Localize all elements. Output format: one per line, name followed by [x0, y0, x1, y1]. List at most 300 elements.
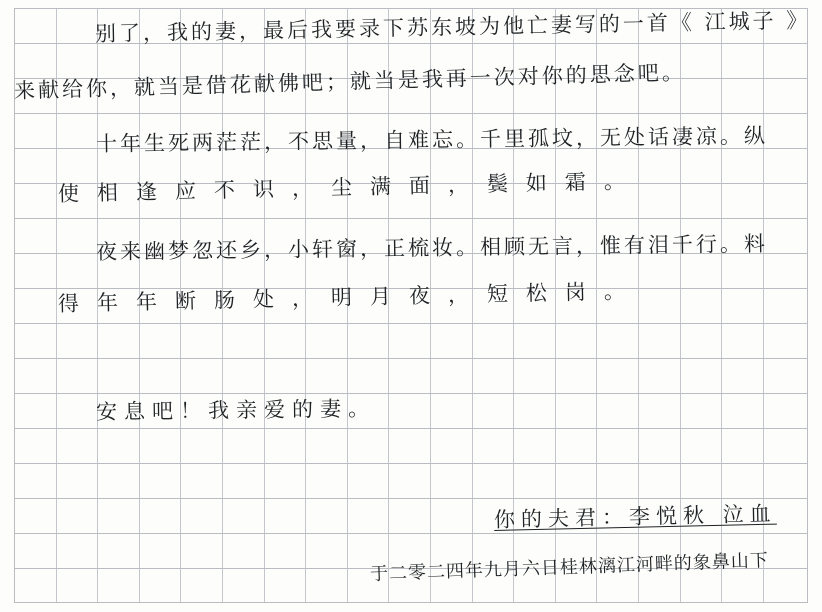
grid-cell: [140, 44, 182, 78]
grid-cell: [681, 394, 723, 428]
grid-cell: [15, 289, 57, 323]
grid-row: [14, 393, 808, 428]
grid-cell: [389, 219, 431, 253]
grid-cell: [597, 324, 639, 358]
grid-cell: [722, 254, 764, 288]
grid-cell: [15, 114, 57, 148]
grid-cell: [681, 184, 723, 218]
grid-cell: [556, 289, 598, 323]
grid-cell: [306, 359, 348, 393]
grid-cell: [348, 44, 390, 78]
grid-cell: [57, 359, 99, 393]
grid-cell: [223, 149, 265, 183]
grid-cell: [140, 79, 182, 113]
grid-cell: [348, 359, 390, 393]
grid-row: [14, 428, 808, 463]
grid-cell: [389, 534, 431, 568]
grid-cell: [473, 9, 515, 43]
grid-cell: [681, 9, 723, 43]
grid-cell: [597, 79, 639, 113]
grid-cell: [98, 9, 140, 43]
grid-cell: [681, 359, 723, 393]
grid-cell: [722, 44, 764, 78]
grid-cell: [223, 394, 265, 428]
grid-cell: [681, 254, 723, 288]
grid-cell: [639, 184, 681, 218]
grid-cell: [306, 79, 348, 113]
grid-cell: [681, 114, 723, 148]
grid-cell: [556, 569, 598, 602]
grid-cell: [306, 429, 348, 463]
grid-cell: [181, 534, 223, 568]
grid-cell: [98, 394, 140, 428]
grid-row: [14, 253, 808, 288]
grid-cell: [15, 359, 57, 393]
grid-cell: [306, 464, 348, 498]
grid-cell: [181, 394, 223, 428]
grid-cell: [722, 499, 764, 533]
letter-line-1: 别了，我的妻，最后我要录下苏东坡为他亡妻写的一首《 江城子 》: [94, 8, 811, 46]
grid-cell: [181, 464, 223, 498]
grid-cell: [431, 219, 473, 253]
grid-cell: [681, 149, 723, 183]
grid-cell: [57, 114, 99, 148]
grid-cell: [389, 79, 431, 113]
grid-cell: [181, 9, 223, 43]
grid-cell: [140, 499, 182, 533]
grid-cell: [389, 9, 431, 43]
grid-cell: [556, 359, 598, 393]
grid-row: [14, 323, 808, 358]
grid-cell: [389, 394, 431, 428]
grid-cell: [98, 114, 140, 148]
grid-cell: [15, 219, 57, 253]
grid-cell: [140, 359, 182, 393]
grid-cell: [764, 254, 806, 288]
grid-cell: [514, 464, 556, 498]
grid-cell: [473, 499, 515, 533]
grid-cell: [681, 289, 723, 323]
grid-cell: [597, 429, 639, 463]
grid-cell: [181, 114, 223, 148]
grid-row: [14, 183, 808, 218]
grid-row: [14, 43, 808, 78]
grid-row: [14, 78, 808, 113]
grid-cell: [764, 359, 806, 393]
grid-cell: [639, 499, 681, 533]
grid-cell: [57, 569, 99, 602]
grid-cell: [140, 114, 182, 148]
grid-cell: [639, 44, 681, 78]
grid-cell: [140, 429, 182, 463]
grid-cell: [57, 464, 99, 498]
grid-cell: [57, 79, 99, 113]
grid-cell: [57, 289, 99, 323]
grid-cell: [514, 499, 556, 533]
grid-cell: [764, 464, 806, 498]
grid-cell: [389, 289, 431, 323]
grid-row: [14, 568, 808, 603]
grid-cell: [306, 254, 348, 288]
grid-cell: [306, 44, 348, 78]
grid-cell: [639, 569, 681, 602]
grid-cell: [681, 44, 723, 78]
grid-cell: [514, 429, 556, 463]
grid-cell: [140, 289, 182, 323]
grid-cell: [556, 324, 598, 358]
grid-cell: [140, 149, 182, 183]
grid-cell: [556, 219, 598, 253]
grid-cell: [597, 464, 639, 498]
grid-cell: [473, 464, 515, 498]
grid-cell: [348, 254, 390, 288]
grid-cell: [265, 9, 307, 43]
grid-cell: [140, 254, 182, 288]
grid-cell: [306, 289, 348, 323]
grid-cell: [556, 254, 598, 288]
letter-line-4: 使相逢应不识，尘满面，鬓如霜。: [57, 168, 644, 206]
grid-cell: [514, 254, 556, 288]
grid-cell: [140, 534, 182, 568]
grid-cell: [15, 324, 57, 358]
grid-cell: [639, 534, 681, 568]
grid-cell: [639, 219, 681, 253]
grid-cell: [764, 219, 806, 253]
grid-cell: [223, 44, 265, 78]
grid-cell: [140, 394, 182, 428]
grid-cell: [764, 149, 806, 183]
grid-cell: [473, 44, 515, 78]
grid-cell: [764, 44, 806, 78]
grid-cell: [722, 184, 764, 218]
grid-cell: [514, 394, 556, 428]
grid-cell: [181, 569, 223, 602]
grid-cell: [473, 569, 515, 602]
grid-cell: [597, 499, 639, 533]
grid-cell: [57, 499, 99, 533]
grid-row: [14, 498, 808, 533]
grid-cell: [514, 44, 556, 78]
grid-cell: [223, 219, 265, 253]
grid-cell: [15, 429, 57, 463]
grid-cell: [223, 534, 265, 568]
grid-cell: [181, 219, 223, 253]
grid-cell: [556, 464, 598, 498]
grid-cell: [473, 534, 515, 568]
grid-cell: [597, 44, 639, 78]
grid-cell: [265, 534, 307, 568]
grid-cell: [681, 324, 723, 358]
grid-row: [14, 288, 808, 323]
grid-cell: [722, 324, 764, 358]
grid-cell: [389, 114, 431, 148]
grid-cell: [764, 394, 806, 428]
grid-cell: [265, 149, 307, 183]
grid-cell: [431, 149, 473, 183]
grid-cell: [514, 149, 556, 183]
grid-cell: [597, 219, 639, 253]
grid-cell: [265, 114, 307, 148]
grid-cell: [265, 324, 307, 358]
grid-row: [14, 533, 808, 568]
grid-cell: [556, 534, 598, 568]
grid-cell: [265, 464, 307, 498]
grid-cell: [722, 79, 764, 113]
grid-row: [14, 218, 808, 253]
grid-cell: [98, 534, 140, 568]
grid-cell: [389, 464, 431, 498]
grid-cell: [306, 534, 348, 568]
grid-cell: [15, 534, 57, 568]
grid-cell: [764, 429, 806, 463]
grid-cell: [597, 114, 639, 148]
grid-cell: [431, 79, 473, 113]
grid-cell: [57, 534, 99, 568]
grid-cell: [597, 289, 639, 323]
grid-cell: [306, 219, 348, 253]
grid-cell: [556, 114, 598, 148]
grid-cell: [223, 254, 265, 288]
grid-cell: [15, 464, 57, 498]
grid-cell: [98, 219, 140, 253]
grid-cell: [348, 289, 390, 323]
grid-cell: [431, 254, 473, 288]
grid-cell: [473, 149, 515, 183]
grid-cell: [764, 184, 806, 218]
grid-cell: [639, 149, 681, 183]
grid-cell: [98, 429, 140, 463]
grid-cell: [348, 324, 390, 358]
grid-cell: [348, 114, 390, 148]
grid-cell: [265, 569, 307, 602]
grid-cell: [223, 184, 265, 218]
grid-cell: [431, 499, 473, 533]
grid-cell: [639, 289, 681, 323]
grid-cell: [57, 149, 99, 183]
grid-cell: [556, 184, 598, 218]
grid-cell: [639, 254, 681, 288]
grid-cell: [223, 9, 265, 43]
grid-cell: [348, 9, 390, 43]
grid-cell: [431, 9, 473, 43]
grid-cell: [265, 289, 307, 323]
grid-cell: [722, 534, 764, 568]
grid-cell: [98, 289, 140, 323]
grid-cell: [98, 499, 140, 533]
letter-line-5: 夜来幽梦忽还乡，小轩窗，正梳妆。相顾无言，惟有泪千行。料: [95, 231, 769, 264]
grid-cell: [98, 359, 140, 393]
grid-cell: [764, 9, 806, 43]
grid-cell: [181, 429, 223, 463]
grid-cell: [556, 149, 598, 183]
grid-cell: [764, 499, 806, 533]
grid-cell: [431, 324, 473, 358]
grid-cell: [473, 79, 515, 113]
grid-cell: [348, 394, 390, 428]
grid-cell: [181, 289, 223, 323]
grid-cell: [639, 359, 681, 393]
grid-cell: [223, 324, 265, 358]
grid-cell: [181, 79, 223, 113]
grid-cell: [722, 9, 764, 43]
grid-cell: [389, 254, 431, 288]
grid-cell: [431, 114, 473, 148]
grid-cell: [764, 569, 806, 602]
grid-cell: [431, 534, 473, 568]
grid-cell: [15, 149, 57, 183]
grid-cell: [473, 114, 515, 148]
grid-cell: [389, 569, 431, 602]
grid-cell: [140, 324, 182, 358]
date-place-line: 于二零二四年九月六日桂林漓江河畔的象鼻山下: [369, 550, 770, 585]
grid-cell: [639, 394, 681, 428]
grid-cell: [681, 499, 723, 533]
grid-cell: [514, 289, 556, 323]
grid-cell: [639, 324, 681, 358]
grid-cell: [57, 429, 99, 463]
grid-cell: [15, 79, 57, 113]
letter-line-6: 得年年断肠处，明月夜，短松岗。: [57, 278, 644, 316]
grid-cell: [556, 79, 598, 113]
grid-cell: [15, 394, 57, 428]
grid-cell: [140, 184, 182, 218]
grid-cell: [473, 429, 515, 463]
grid-cell: [98, 44, 140, 78]
grid-cell: [57, 254, 99, 288]
grid-cell: [181, 44, 223, 78]
grid-cell: [514, 114, 556, 148]
grid-cell: [306, 394, 348, 428]
grid-cell: [473, 359, 515, 393]
grid-cell: [514, 359, 556, 393]
grid-cell: [681, 569, 723, 602]
grid-cell: [306, 499, 348, 533]
grid-cell: [140, 9, 182, 43]
grid-cell: [389, 359, 431, 393]
grid-cell: [556, 9, 598, 43]
grid-cell: [348, 499, 390, 533]
grid-cell: [722, 149, 764, 183]
grid-cell: [764, 79, 806, 113]
grid-cell: [223, 464, 265, 498]
grid-cell: [265, 359, 307, 393]
grid-cell: [265, 394, 307, 428]
grid-cell: [15, 254, 57, 288]
grid-cell: [681, 219, 723, 253]
grid-cell: [639, 429, 681, 463]
grid-cell: [223, 429, 265, 463]
grid-cell: [306, 149, 348, 183]
grid-cell: [722, 219, 764, 253]
grid-cell: [348, 464, 390, 498]
grid-cell: [389, 184, 431, 218]
grid-cell: [597, 9, 639, 43]
grid-cell: [556, 394, 598, 428]
grid-cell: [597, 359, 639, 393]
grid-cell: [473, 254, 515, 288]
grid-cell: [722, 359, 764, 393]
grid-cell: [556, 429, 598, 463]
grid-cell: [431, 569, 473, 602]
grid-row: [14, 358, 808, 393]
grid-cell: [431, 44, 473, 78]
grid-cell: [223, 359, 265, 393]
grid-cell: [181, 184, 223, 218]
grid-cell: [181, 359, 223, 393]
grid-row: [14, 463, 808, 498]
grid-cell: [181, 499, 223, 533]
grid-cell: [348, 184, 390, 218]
grid-cell: [681, 534, 723, 568]
grid-cell: [98, 79, 140, 113]
grid-cell: [306, 184, 348, 218]
grid-cell: [98, 254, 140, 288]
grid-cell: [556, 44, 598, 78]
grid-cell: [389, 324, 431, 358]
grid-cell: [348, 569, 390, 602]
grid-cell: [223, 289, 265, 323]
grid-cell: [764, 324, 806, 358]
grid-cell: [473, 289, 515, 323]
grid-cell: [639, 79, 681, 113]
grid-cell: [764, 534, 806, 568]
grid-cell: [223, 79, 265, 113]
grid-cell: [181, 149, 223, 183]
grid-cell: [431, 394, 473, 428]
grid-cell: [98, 184, 140, 218]
grid-cell: [265, 429, 307, 463]
grid-row: [14, 8, 808, 43]
grid-cell: [306, 569, 348, 602]
grid-cell: [722, 464, 764, 498]
grid-cell: [514, 534, 556, 568]
grid-cell: [514, 219, 556, 253]
grid-cell: [265, 184, 307, 218]
grid-cell: [15, 569, 57, 602]
grid-cell: [306, 9, 348, 43]
grid-cell: [15, 184, 57, 218]
grid-cell: [140, 569, 182, 602]
grid-cell: [57, 219, 99, 253]
grid-cell: [431, 464, 473, 498]
grid-cell: [639, 9, 681, 43]
grid-cell: [514, 184, 556, 218]
grid-cell: [597, 534, 639, 568]
grid-cell: [389, 499, 431, 533]
grid-cell: [15, 44, 57, 78]
grid-cell: [431, 289, 473, 323]
grid-cell: [473, 324, 515, 358]
letter-line-2: 来献给你，就当是借花献佛吧；就当是我再一次对你的思念吧。: [13, 60, 687, 103]
grid-cell: [57, 184, 99, 218]
grid-cell: [597, 394, 639, 428]
grid-cell: [681, 464, 723, 498]
grid-cell: [597, 149, 639, 183]
grid-cell: [473, 184, 515, 218]
grid-cell: [639, 114, 681, 148]
grid-cell: [265, 44, 307, 78]
grid-cell: [597, 569, 639, 602]
grid-cell: [15, 9, 57, 43]
signature-line: 你的夫君：李悦秋 泣血: [493, 501, 777, 532]
grid-cell: [223, 114, 265, 148]
grid-cell: [431, 184, 473, 218]
grid-cell: [514, 569, 556, 602]
grid-cell: [265, 254, 307, 288]
grid-cell: [140, 219, 182, 253]
grid-cell: [57, 44, 99, 78]
grid-cell: [140, 464, 182, 498]
